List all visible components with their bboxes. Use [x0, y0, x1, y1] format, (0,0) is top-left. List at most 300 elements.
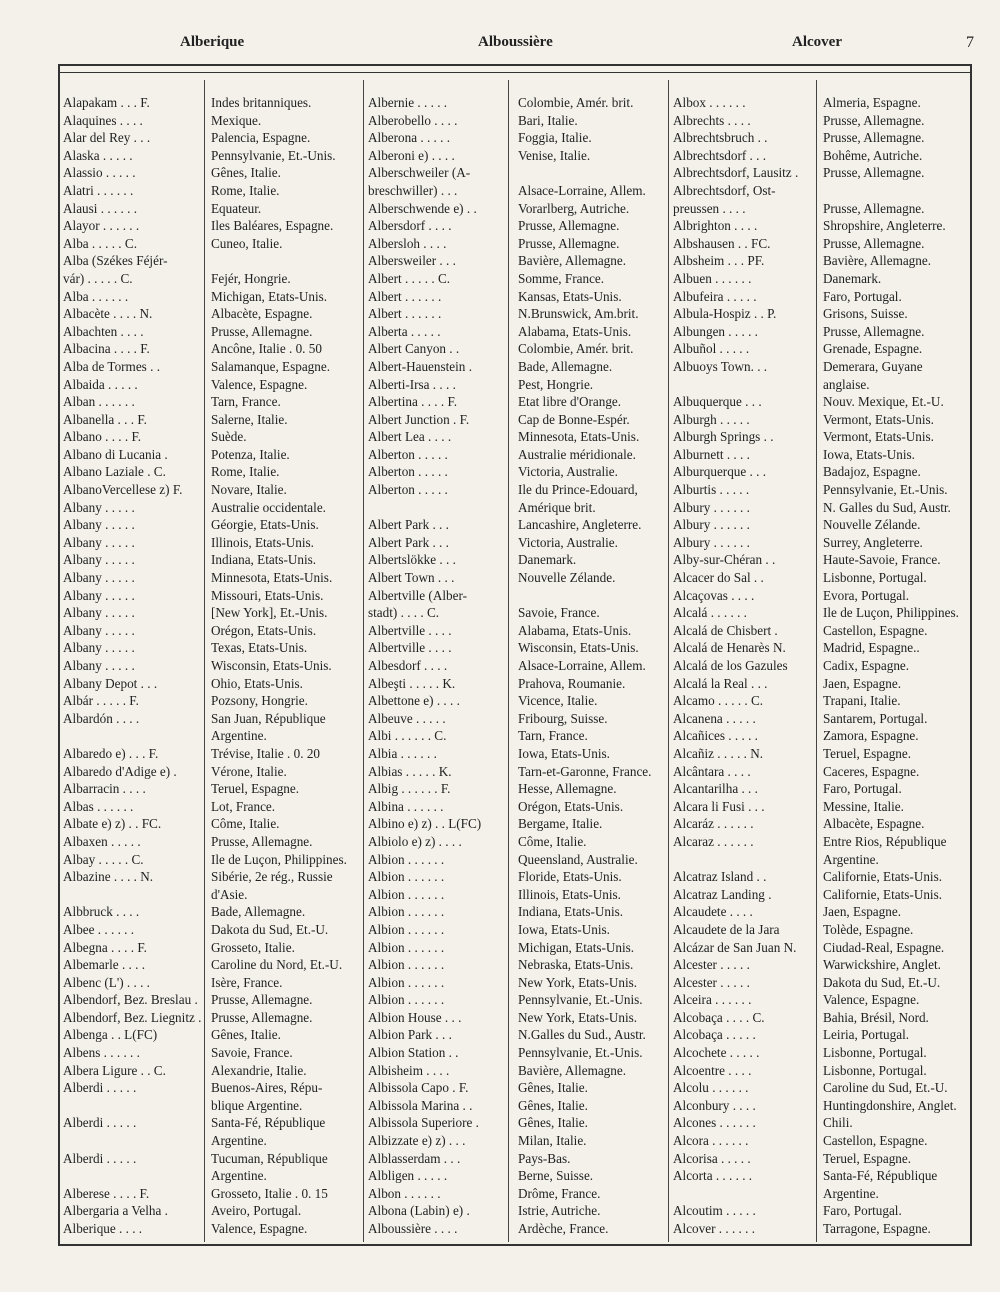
- index-entry: [673, 428, 972, 446]
- place-name: Albsheim . . . PF.: [673, 253, 765, 269]
- place-location: Alabama, Etats-Unis.: [518, 622, 632, 638]
- place-location: Caceres, Espagne.: [823, 763, 920, 779]
- index-entry: [63, 1044, 363, 1062]
- index-entry: [368, 1062, 673, 1080]
- index-entry: [368, 710, 673, 728]
- index-entry: [368, 112, 673, 130]
- index-entry: [368, 288, 673, 306]
- place-name: Albissola Superiore .: [368, 1115, 479, 1131]
- place-name: Albert Canyon . .: [368, 341, 460, 357]
- place-location: Madrid, Espagne..: [823, 640, 920, 656]
- place-name: Albula-Hospiz . . P.: [673, 306, 777, 322]
- place-location: Chili.: [823, 1115, 853, 1131]
- place-name: Alcaudete de la Jara: [673, 921, 780, 937]
- place-name: Albissola Capo . F.: [368, 1080, 469, 1096]
- place-name: Alberona . . . . .: [368, 130, 451, 146]
- index-entry: [673, 1026, 972, 1044]
- index-entry: [368, 182, 673, 200]
- place-name: Alcântara . . . .: [673, 763, 751, 779]
- place-name: Alburgh . . . . .: [673, 411, 750, 427]
- index-entry: [673, 393, 972, 411]
- place-name: Albert . . . . . .: [368, 288, 442, 304]
- place-location: Dakota du Sud, Et.-U.: [211, 921, 329, 937]
- place-location: Amérique brit.: [518, 499, 596, 515]
- place-name: Albert Lea . . . .: [368, 429, 452, 445]
- place-name: Alcoutim . . . . .: [673, 1203, 756, 1219]
- place-location: Michigan, Etats-Unis.: [518, 939, 635, 955]
- place-name: [63, 1132, 207, 1150]
- index-entry: [368, 499, 673, 517]
- index-entry: [368, 956, 673, 974]
- place-name: Albino e) z) . . L(FC): [368, 816, 482, 832]
- place-name: Albernie . . . . .: [368, 95, 448, 110]
- place-name: Albee . . . . . .: [63, 921, 135, 937]
- index-entry: [368, 1185, 673, 1203]
- index-entry: [63, 129, 363, 147]
- place-name: Alberton . . . . .: [368, 482, 448, 498]
- index-entry: [63, 252, 363, 270]
- place-location: Almeria, Espagne.: [823, 95, 921, 110]
- place-location: Bade, Allemagne.: [518, 358, 613, 374]
- place-name: Albion . . . . . .: [368, 886, 445, 902]
- place-location: Potenza, Italie.: [211, 446, 290, 462]
- place-location: Ohio, Etats-Unis.: [211, 675, 303, 691]
- place-location: Lancashire, Angleterre.: [518, 517, 642, 533]
- place-name: Albaredo e) . . . F.: [63, 745, 159, 761]
- place-location: Tolède, Espagne.: [823, 921, 914, 937]
- index-entry: [673, 868, 972, 886]
- place-name: Alcañices . . . . .: [673, 728, 758, 744]
- place-name: Alburnett . . . .: [673, 446, 750, 462]
- index-entry: [63, 463, 363, 481]
- index-entry: [368, 868, 673, 886]
- index-entry: [368, 1202, 673, 1220]
- place-location: Cap de Bonne-Espér.: [518, 411, 630, 427]
- index-entry: [63, 147, 363, 165]
- index-entry: [673, 569, 972, 587]
- place-name: Albi . . . . . . C.: [368, 728, 447, 744]
- place-location: Ile du Prince-Edouard,: [518, 482, 638, 498]
- place-location: Ciudad-Real, Espagne.: [823, 939, 945, 955]
- place-location: Pays-Bas.: [518, 1150, 571, 1166]
- place-name: Albrighton . . . .: [673, 218, 758, 234]
- place-name: Albanella . . . F.: [63, 411, 147, 427]
- index-entry: [368, 1220, 673, 1238]
- place-name: Albesdorf . . . .: [368, 658, 448, 673]
- place-name: Alar del Rey . . .: [63, 130, 151, 146]
- place-location: Isère, France.: [211, 974, 283, 990]
- place-name: Alcover . . . . . .: [673, 1221, 756, 1236]
- place-name: Albion . . . . . .: [368, 992, 445, 1008]
- index-entry: [673, 182, 972, 200]
- place-location: [New York], Et.-Unis.: [211, 605, 328, 621]
- place-location: Istrie, Autriche.: [518, 1203, 601, 1219]
- place-name: Albera Ligure . . C.: [63, 1062, 166, 1078]
- place-location: Prusse, Allemagne.: [211, 323, 313, 339]
- place-name: Alberique . . . .: [63, 1221, 143, 1236]
- column-divider: [363, 80, 364, 1242]
- place-name: Albion . . . . . .: [368, 957, 445, 973]
- place-location: Venise, Italie.: [518, 147, 591, 163]
- place-location: Caroline du Sud, Et.-U.: [823, 1080, 948, 1096]
- index-entry: [63, 587, 363, 605]
- place-location: Prusse, Allemagne.: [211, 1009, 313, 1025]
- place-location: Bavière, Allemagne.: [518, 253, 627, 269]
- place-location: N.Galles du Sud., Austr.: [518, 1027, 646, 1043]
- place-location: Cadix, Espagne.: [823, 658, 910, 673]
- place-location: Prusse, Allemagne.: [211, 992, 313, 1008]
- place-location: Prusse, Allemagne.: [823, 200, 925, 216]
- place-location: Haute-Savoie, France.: [823, 552, 941, 568]
- place-location: Wisconsin, Etats-Unis.: [211, 658, 332, 673]
- index-entry: [673, 1114, 972, 1132]
- index-entry: [673, 886, 972, 904]
- place-location: Valence, Espagne.: [823, 992, 920, 1008]
- place-location: Alsace-Lorraine, Allem.: [518, 658, 646, 673]
- place-location: Vicence, Italie.: [518, 693, 598, 709]
- place-name: Alcones . . . . . .: [673, 1115, 756, 1131]
- index-entry: [63, 305, 363, 323]
- index-entry: [673, 323, 972, 341]
- index-entry: [63, 481, 363, 499]
- place-name: Alaquines . . . .: [63, 112, 143, 128]
- place-location: Bari, Italie.: [518, 112, 578, 128]
- place-name: breschwiller) . . .: [368, 182, 458, 198]
- place-location: Côme, Italie.: [211, 816, 280, 832]
- index-entry: [63, 1202, 363, 1220]
- place-location: Salamanque, Espagne.: [211, 358, 331, 374]
- place-name: Albany Depot . . .: [63, 675, 158, 691]
- place-name: Albaida . . . . .: [63, 376, 138, 392]
- place-location: Pennsylvanie, Et.-Unis.: [823, 482, 948, 498]
- place-name: Alaska . . . . .: [63, 147, 133, 163]
- place-name: Albion . . . . . .: [368, 974, 445, 990]
- index-entry: [63, 499, 363, 517]
- place-location: Rome, Italie.: [211, 182, 280, 198]
- index-entry: [368, 164, 673, 182]
- index-entry: [63, 428, 363, 446]
- place-location: Shropshire, Angleterre.: [823, 218, 946, 234]
- place-name: Alcalá de Henarès N.: [673, 640, 786, 656]
- index-entry: [368, 1114, 673, 1132]
- place-name: Alcorisa . . . . .: [673, 1150, 751, 1166]
- place-name: Albuen . . . . . .: [673, 270, 752, 286]
- index-entry: [63, 323, 363, 341]
- place-location: Michigan, Etats-Unis.: [211, 288, 328, 304]
- place-name: Albate e) z) . . FC.: [63, 816, 162, 832]
- place-name: Alconbury . . . .: [673, 1097, 756, 1113]
- index-entry: [63, 868, 363, 886]
- index-entry: [368, 903, 673, 921]
- index-entry: [673, 147, 972, 165]
- place-name: Albert Town . . .: [368, 570, 455, 586]
- place-location: Pest, Hongrie.: [518, 376, 594, 392]
- place-name: Albano Laziale . C.: [63, 464, 166, 480]
- index-entry: [368, 393, 673, 411]
- place-location: Minnesota, Etats-Unis.: [518, 429, 640, 445]
- place-location: Hesse, Allemagne.: [518, 781, 617, 797]
- place-name: Albion House . . .: [368, 1009, 462, 1025]
- place-name: Albion . . . . . .: [368, 939, 445, 955]
- place-name: Albardón . . . .: [63, 710, 140, 726]
- place-location: Albacète, Espagne.: [211, 306, 313, 322]
- place-name: Albenga . . L(FC): [63, 1027, 158, 1043]
- index-entry: [63, 164, 363, 182]
- place-name: Alassio . . . . .: [63, 165, 136, 181]
- index-entry: [63, 710, 363, 728]
- place-location: Wisconsin, Etats-Unis.: [518, 640, 639, 656]
- place-location: Vermont, Etats-Unis.: [823, 429, 934, 445]
- place-location: Zamora, Espagne.: [823, 728, 919, 744]
- place-location: Californie, Etats-Unis.: [823, 869, 943, 885]
- place-location: Bahia, Brésil, Nord.: [823, 1009, 929, 1025]
- place-location: Indiana, Etats-Unis.: [211, 552, 317, 568]
- place-name: Alcara li Fusi . . .: [673, 798, 765, 814]
- place-name: Albona (Labin) e) .: [368, 1203, 470, 1219]
- index-entry: [673, 499, 972, 517]
- place-name: Albemarle . . . .: [63, 957, 146, 973]
- place-name: Alba de Tormes . .: [63, 358, 160, 374]
- place-location: Equateur.: [211, 200, 262, 216]
- place-name: Alberese . . . . F.: [63, 1185, 150, 1201]
- place-name: Albon . . . . . .: [368, 1185, 441, 1201]
- place-name: Alcorta . . . . . .: [673, 1168, 753, 1184]
- place-name: Alby-sur-Chéran . .: [673, 552, 776, 568]
- place-location: Badajoz, Espagne.: [823, 464, 921, 480]
- index-entry: [368, 358, 673, 376]
- index-entry: [673, 675, 972, 693]
- place-location: Argentine.: [211, 1133, 267, 1149]
- place-location: Gênes, Italie.: [518, 1115, 588, 1131]
- index-entry: [673, 217, 972, 235]
- index-entry: [63, 1185, 363, 1203]
- place-name: Albshausen . . FC.: [673, 235, 771, 251]
- place-name: Alberschwende e) . .: [368, 200, 477, 216]
- index-entry: [673, 1009, 972, 1027]
- place-location: Teruel, Espagne.: [823, 1150, 912, 1166]
- place-location: Fejér, Hongrie.: [211, 270, 291, 286]
- index-entry: [63, 851, 363, 869]
- place-location: Fribourg, Suisse.: [518, 710, 608, 726]
- index-entry: [63, 763, 363, 781]
- index-frame: [58, 64, 972, 1246]
- place-location: Prusse, Allemagne.: [823, 323, 925, 339]
- place-location: Californie, Etats-Unis.: [823, 886, 943, 902]
- place-location: Gênes, Italie.: [518, 1097, 588, 1113]
- place-name: Alcoentre . . . .: [673, 1062, 752, 1078]
- index-entry: [673, 129, 972, 147]
- index-entry: [63, 551, 363, 569]
- index-entry: [673, 974, 972, 992]
- place-location: Warwickshire, Anglet.: [823, 957, 941, 973]
- place-name: stadt) . . . . C.: [368, 605, 440, 621]
- index-entry: [673, 112, 972, 130]
- place-name: [673, 851, 819, 869]
- place-location: Trapani, Italie.: [823, 693, 901, 709]
- place-location: Argentine.: [823, 1185, 879, 1201]
- place-location: Savoie, France.: [211, 1045, 293, 1061]
- index-entry: [673, 1132, 972, 1150]
- index-entry: [63, 727, 363, 745]
- index-entry: [368, 305, 673, 323]
- place-name: Albano di Lucania .: [63, 446, 168, 462]
- index-entry: [63, 833, 363, 851]
- place-name: Albia . . . . . .: [368, 745, 437, 761]
- place-location: Colombie, Amér. brit.: [518, 341, 634, 357]
- place-location: Buenos-Aires, Répu-: [211, 1080, 323, 1096]
- index-entry: [63, 1079, 363, 1097]
- place-location: Teruel, Espagne.: [823, 745, 912, 761]
- place-name: Alberdi . . . . .: [63, 1080, 137, 1096]
- place-name: Albany . . . . .: [63, 622, 135, 638]
- index-entry: [368, 1044, 673, 1062]
- place-name: Albergaria a Velha .: [63, 1203, 168, 1219]
- place-location: Queensland, Australie.: [518, 851, 638, 867]
- index-entry: [368, 745, 673, 763]
- index-entry: [673, 551, 972, 569]
- index-entry: [673, 358, 972, 376]
- place-name: Alberobello . . . .: [368, 112, 458, 128]
- place-name: Alcacer do Sal . .: [673, 570, 764, 586]
- place-location: Lisbonne, Portugal.: [823, 570, 927, 586]
- place-name: Albury . . . . . .: [673, 499, 750, 515]
- place-name: Albion Station . .: [368, 1045, 459, 1061]
- place-location: Ancône, Italie . 0. 50: [211, 341, 322, 357]
- index-entry: [368, 1009, 673, 1027]
- place-name: Albion Park . . .: [368, 1027, 452, 1043]
- index-entry: [368, 833, 673, 851]
- place-location: Tarn, France.: [518, 728, 588, 744]
- index-entry: [368, 323, 673, 341]
- place-location: Prusse, Allemagne.: [823, 112, 925, 128]
- index-entry: [673, 780, 972, 798]
- place-name: Albert . . . . . C.: [368, 270, 451, 286]
- place-name: Alayor . . . . . .: [63, 218, 140, 234]
- place-location: Alexandrie, Italie.: [211, 1062, 307, 1078]
- place-name: Alcaçovas . . . .: [673, 587, 755, 603]
- index-entry: [63, 939, 363, 957]
- place-location: Jaen, Espagne.: [823, 675, 901, 691]
- place-name: Alba (Székes Féjér-: [63, 253, 168, 269]
- place-name: Albina . . . . . .: [368, 798, 444, 814]
- index-entry: [368, 974, 673, 992]
- place-location: Faro, Portugal.: [823, 1203, 902, 1219]
- place-location: Messine, Italie.: [823, 798, 904, 814]
- place-name: Albár . . . . . F.: [63, 693, 139, 709]
- place-location: Gênes, Italie.: [211, 1027, 281, 1043]
- place-location: Palencia, Espagne.: [211, 130, 311, 146]
- index-entry: [368, 639, 673, 657]
- place-name: Albegna . . . . F.: [63, 939, 147, 955]
- index-entry: [673, 798, 972, 816]
- place-location: Grenade, Espagne.: [823, 341, 923, 357]
- index-entry: [368, 129, 673, 147]
- place-location: Foggia, Italie.: [518, 130, 592, 146]
- place-name: Albens . . . . . .: [63, 1045, 140, 1061]
- place-name: Albano . . . . F.: [63, 429, 142, 445]
- index-entry: [673, 1220, 972, 1238]
- place-location: blique Argentine.: [211, 1097, 303, 1113]
- index-entry: [63, 94, 363, 112]
- place-location: Australie méridionale.: [518, 446, 636, 462]
- place-name: Albany . . . . .: [63, 534, 135, 550]
- place-location: Victoria, Australie.: [518, 534, 618, 550]
- index-entry: [63, 1114, 363, 1132]
- place-location: Valence, Espagne.: [211, 1221, 308, 1236]
- place-name: Albay . . . . . C.: [63, 851, 144, 867]
- place-location: Nebraska, Etats-Unis.: [518, 957, 634, 973]
- index-entry: [673, 305, 972, 323]
- place-location: Prusse, Allemagne.: [823, 130, 925, 146]
- place-name: Alburtis . . . . .: [673, 482, 750, 498]
- place-location: Indiana, Etats-Unis.: [518, 904, 624, 920]
- place-name: [368, 499, 514, 517]
- place-name: Alcora . . . . . .: [673, 1133, 749, 1149]
- place-name: Albion . . . . . .: [368, 869, 445, 885]
- place-location: Lisbonne, Portugal.: [823, 1062, 927, 1078]
- index-entry: [673, 921, 972, 939]
- index-entry: [63, 1167, 363, 1185]
- place-location: Iowa, Etats-Unis.: [518, 921, 610, 937]
- place-location: Milan, Italie.: [518, 1133, 587, 1149]
- index-entry: [63, 1220, 363, 1238]
- place-location: Entre Rios, République: [823, 833, 947, 849]
- place-location: Bavière, Allemagne.: [823, 253, 932, 269]
- place-name: Albury . . . . . .: [673, 534, 750, 550]
- page-number: 7: [966, 34, 974, 51]
- place-location: Floride, Etats-Unis.: [518, 869, 622, 885]
- place-name: Alcolu . . . . . .: [673, 1080, 749, 1096]
- index-entry: [63, 340, 363, 358]
- place-name: Albrechtsbruch . .: [673, 130, 768, 146]
- index-entry: [368, 587, 673, 605]
- index-entry: [673, 270, 972, 288]
- index-entry: [368, 516, 673, 534]
- place-name: Albertville (Alber-: [368, 587, 467, 603]
- place-location: [207, 252, 361, 270]
- index-entry: [673, 991, 972, 1009]
- index-entry: [673, 1044, 972, 1062]
- place-location: Rome, Italie.: [211, 464, 280, 480]
- index-entry: [63, 1026, 363, 1044]
- index-entry: [368, 534, 673, 552]
- index-entry: [673, 235, 972, 253]
- index-entry: [368, 463, 673, 481]
- place-name: Albion . . . . . .: [368, 851, 445, 867]
- place-location: Alsace-Lorraine, Allem.: [518, 182, 646, 198]
- place-location: Nouvelle Zélande.: [518, 570, 616, 586]
- place-location: Gênes, Italie.: [518, 1080, 588, 1096]
- place-location: Minnesota, Etats-Unis.: [211, 570, 333, 586]
- place-name: Albenc (L') . . . .: [63, 974, 150, 990]
- place-location: Albacète, Espagne.: [823, 816, 925, 832]
- place-location: Illinois, Etats-Unis.: [211, 534, 314, 550]
- place-location: Gênes, Italie.: [211, 165, 281, 181]
- index-entry: [63, 974, 363, 992]
- place-location: Tucuman, République: [211, 1150, 328, 1166]
- place-location: Australie occidentale.: [211, 499, 326, 515]
- index-entry: [368, 798, 673, 816]
- place-name: Alcañiz . . . . . N.: [673, 745, 764, 761]
- place-location: Iles Baléares, Espagne.: [211, 218, 334, 234]
- place-location: Trévise, Italie . 0. 20: [211, 745, 321, 761]
- index-entry: [673, 763, 972, 781]
- index-entry: [673, 534, 972, 552]
- place-location: Ile de Luçon, Philippines.: [211, 851, 347, 867]
- place-name: Albbruck . . . .: [63, 904, 140, 920]
- index-entry: [368, 1026, 673, 1044]
- index-entry: [368, 1097, 673, 1115]
